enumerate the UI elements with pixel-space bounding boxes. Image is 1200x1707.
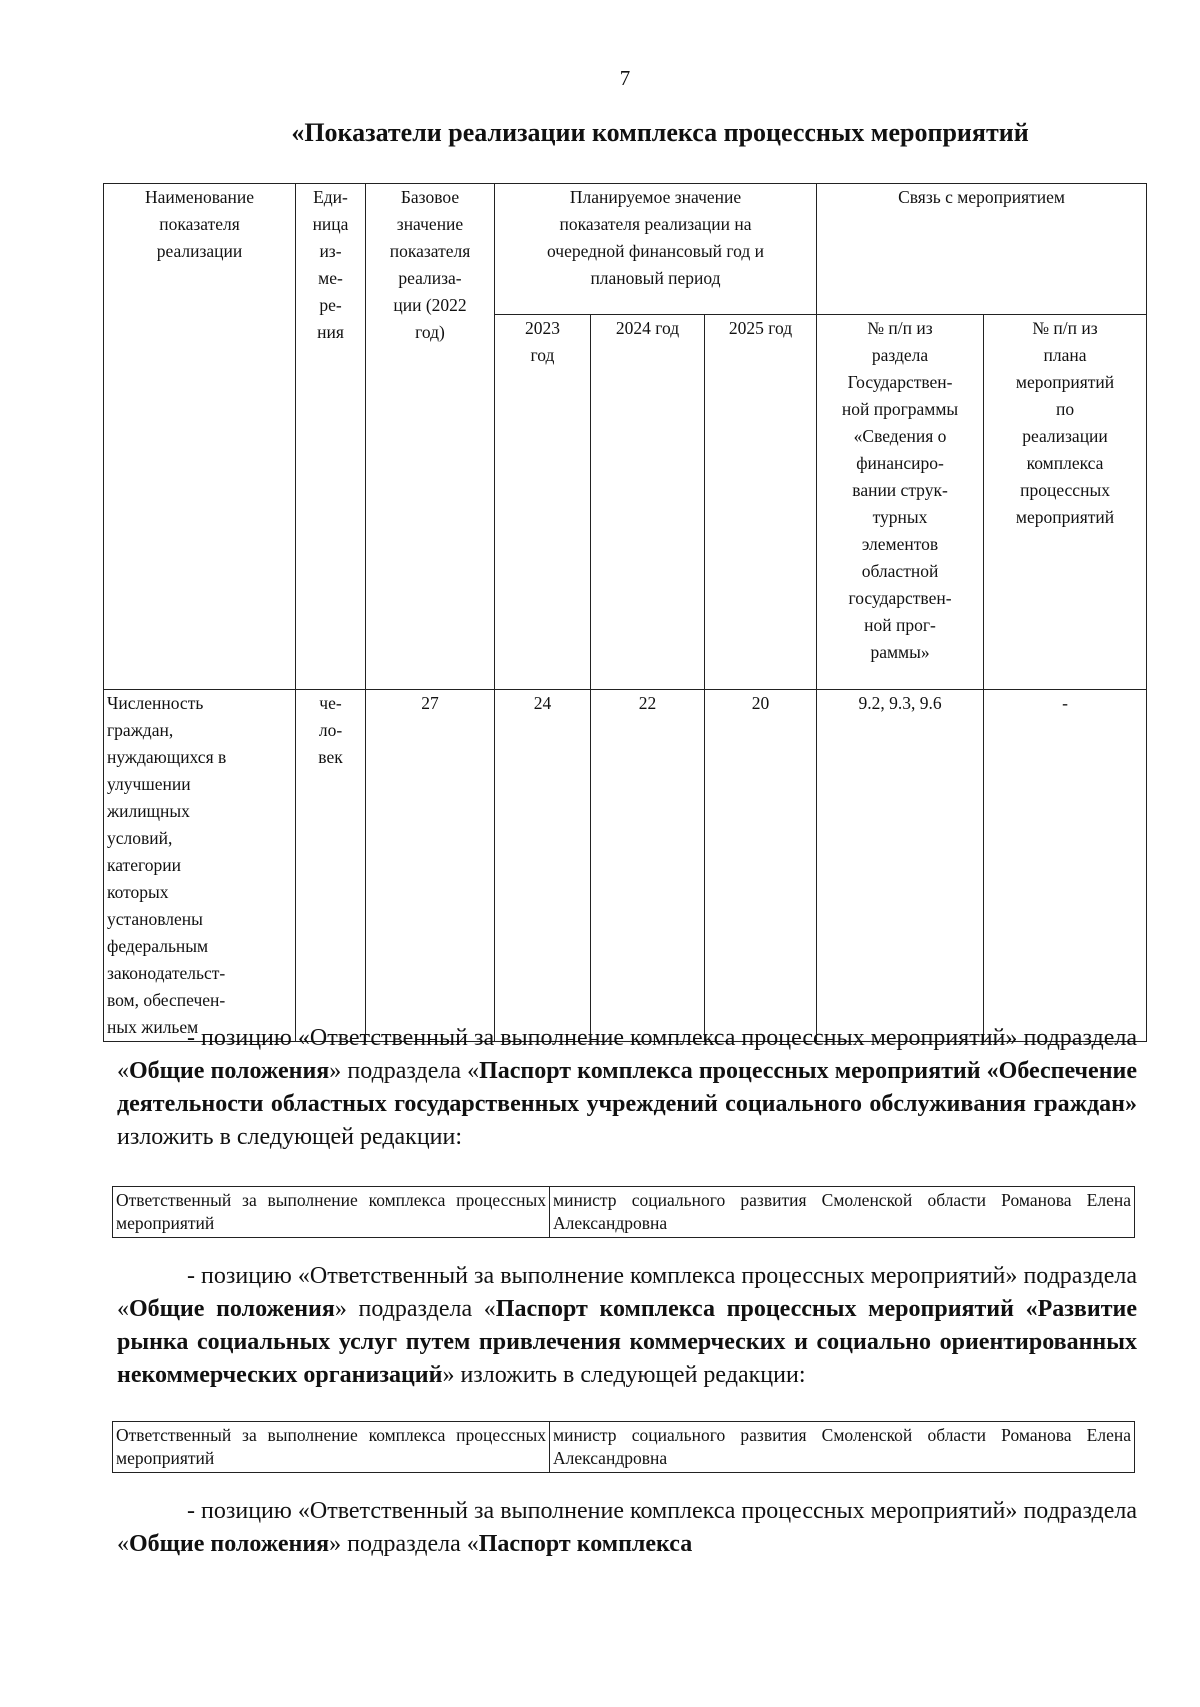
header-link-plan: № п/п из плана мероприятий по реализации комплекса процессных мероприятий [984, 315, 1147, 690]
cell-value-2025: 20 [705, 690, 817, 1042]
responsible-label: Ответственный за выполнение комплекса процессных мероприятий [113, 1187, 550, 1238]
header-indicator-name: Наименование показателя реализации [104, 184, 296, 690]
header-unit: Еди- ница из- ме- ре- ния [296, 184, 366, 690]
amendment-paragraph: - позицию «Ответственный за выполнение комплекса процессных мероприятий» подраздела «Общие положения» подраздела «Паспорт комплекса процессных мероприятий «Развитие рынка социальных услуг путем привлечения коммерческих и социально ориентированных некоммерческих организаций» изложить в следующей редакции: [117, 1263, 1137, 1388]
header-planned-value: Планируемое значение показателя реализации на очередной финансовый год и плановый период [495, 184, 817, 315]
header-base-value: Базовое значение показателя реализа- ции (2022 год) [366, 184, 495, 690]
cell-value-2023: 24 [495, 690, 591, 1042]
table-row [104, 690, 1147, 1042]
table-row [113, 1187, 1135, 1238]
cell-unit: че- ло- век [296, 690, 366, 1042]
cell-value-2024: 22 [591, 690, 705, 1042]
section-heading: «Показатели реализации комплекса процессных мероприятий [291, 118, 1029, 147]
indicators-table [103, 183, 1147, 1042]
amendment-paragraph: - позицию «Ответственный за выполнение комплекса процессных мероприятий» подраздела «Общие положения» подраздела «Паспорт комплекса [117, 1498, 1137, 1557]
table-header-row [104, 184, 1147, 315]
responsible-table [112, 1186, 1135, 1238]
responsible-value: министр социального развития Смоленской области Романова Елена Александровна [550, 1422, 1135, 1473]
amendment-paragraph: - позицию «Ответственный за выполнение комплекса процессных мероприятий» подраздела «Общие положения» подраздела «Паспорт комплекса процессных мероприятий «Обеспечение деятельности областных государственных учреждений социального обслуживания граждан» изложить в следующей редакции: [117, 1025, 1137, 1150]
responsible-table [112, 1421, 1135, 1473]
cell-base-value: 27 [366, 690, 495, 1042]
cell-indicator-name: Численность граждан, нуждающихся в улучшении жилищных условий, категории которых установлены федеральным законодательст- вом, обеспечен- ных жильем [104, 690, 296, 1042]
header-activity-link: Связь с мероприятием [817, 184, 1147, 315]
header-year-2024: 2024 год [591, 315, 705, 690]
page-number: 7 [619, 66, 631, 90]
responsible-label: Ответственный за выполнение комплекса процессных мероприятий [113, 1422, 550, 1473]
header-year-2023: 2023 год [495, 315, 591, 690]
cell-link-program: 9.2, 9.3, 9.6 [817, 690, 984, 1042]
header-year-2025: 2025 год [705, 315, 817, 690]
table-row [113, 1422, 1135, 1473]
cell-link-plan: - [984, 690, 1147, 1042]
responsible-value: министр социального развития Смоленской области Романова Елена Александровна [550, 1187, 1135, 1238]
header-link-program: № п/п из раздела Государствен- ной программы «Сведения о финансиро- вании струк- турных элементов областной государствен- ной прог- раммы» [817, 315, 984, 690]
